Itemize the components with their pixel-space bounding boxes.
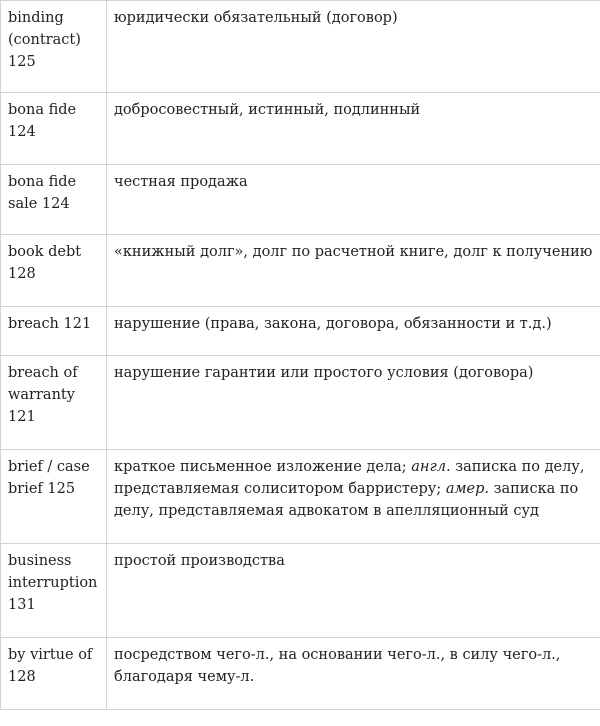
usage-label-british: англ. bbox=[411, 459, 451, 475]
definition-text: записка по делу, представляемая солиситором барристеру; bbox=[114, 459, 585, 497]
table-row bbox=[1, 235, 600, 307]
definition-cell: добросовестный, истинный, подлинный bbox=[107, 93, 600, 165]
term-cell: book debt 128 bbox=[1, 235, 107, 307]
definition-cell: честная продажа bbox=[107, 165, 600, 235]
table-row bbox=[1, 307, 600, 356]
term-cell: by virtue of 128 bbox=[1, 638, 107, 710]
term-cell: breach 121 bbox=[1, 307, 107, 356]
definition-cell: юридически обязательный (договор) bbox=[107, 1, 600, 93]
table-row bbox=[1, 638, 600, 710]
table-row bbox=[1, 450, 600, 544]
definition-cell: посредством чего-л., на основании чего-л., в силу чего-л., благодаря чему-л. bbox=[107, 638, 600, 710]
table-row bbox=[1, 93, 600, 165]
definition-cell: нарушение (права, закона, договора, обязанности и т.д.) bbox=[107, 307, 600, 356]
usage-label-american: амер. bbox=[445, 481, 489, 497]
term-cell: breach of warranty 121 bbox=[1, 356, 107, 450]
definition-cell: нарушение гарантии или простого условия (договора) bbox=[107, 356, 600, 450]
term-cell: business interruption 131 bbox=[1, 544, 107, 638]
definition-cell: простой производства bbox=[107, 544, 600, 638]
term-cell: bona fide sale 124 bbox=[1, 165, 107, 235]
definition-text: краткое письменное изложение дела; bbox=[114, 459, 412, 475]
table-row bbox=[1, 356, 600, 450]
term-cell: binding (contract) 125 bbox=[1, 1, 107, 93]
definition-text: записка по делу, представляемая адвокатом в апелляционный суд bbox=[114, 481, 579, 519]
table-row bbox=[1, 544, 600, 638]
term-cell: bona fide 124 bbox=[1, 93, 107, 165]
table-row bbox=[1, 165, 600, 235]
definition-cell: «книжный долг», долг по расчетной книге, долг к получению bbox=[107, 235, 600, 307]
term-cell: brief / case brief 125 bbox=[1, 450, 107, 544]
definition-cell bbox=[107, 450, 600, 544]
table-row bbox=[1, 1, 600, 93]
